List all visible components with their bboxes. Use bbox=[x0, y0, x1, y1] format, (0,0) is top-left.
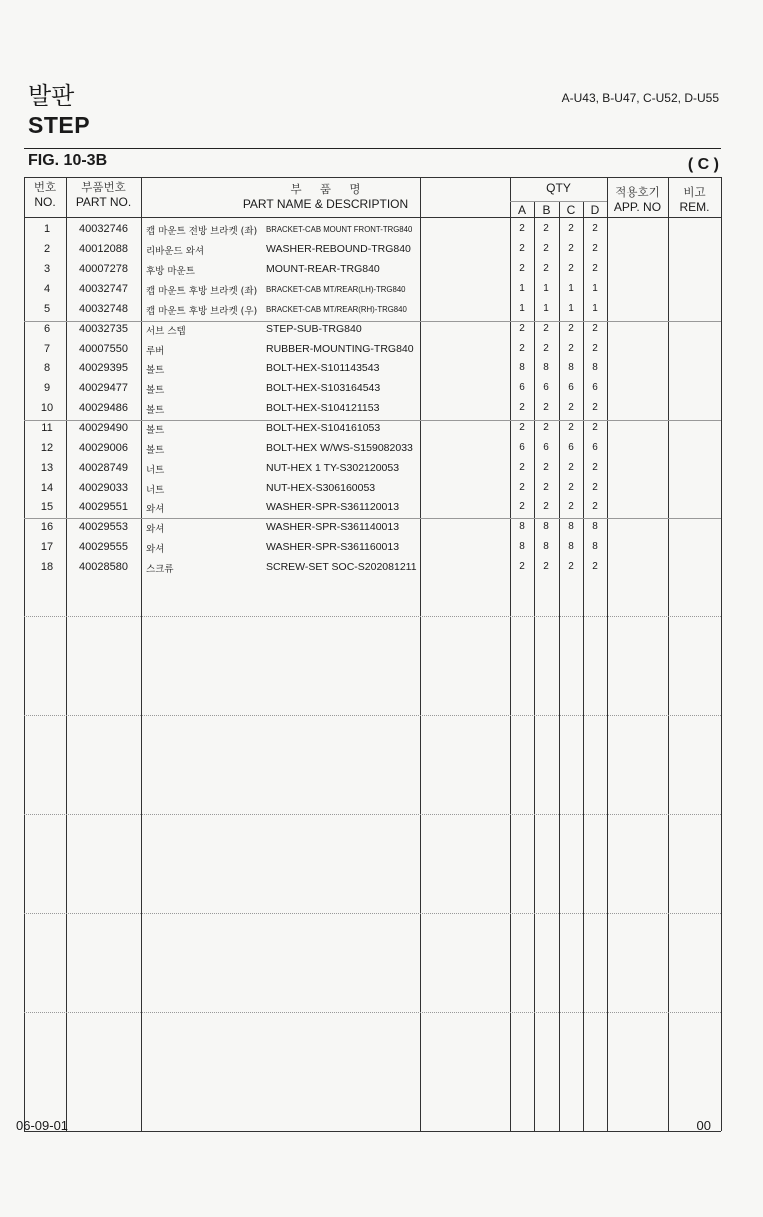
row-qty-d: 6 bbox=[592, 382, 598, 393]
model-list: A-U43, B-U47, C-U52, D-U55 bbox=[561, 91, 719, 105]
row-name-ko: 볼트 bbox=[146, 405, 165, 416]
row-qty-d: 1 bbox=[592, 283, 598, 294]
row-qty-c: 2 bbox=[568, 422, 574, 433]
row-line bbox=[24, 715, 721, 716]
row-name-ko: 와셔 bbox=[146, 504, 165, 515]
row-qty-a: 2 bbox=[519, 263, 525, 274]
row-description: WASHER-SPR-S361160013 bbox=[266, 541, 400, 553]
row-no: 11 bbox=[41, 422, 53, 434]
row-no: 1 bbox=[43, 223, 51, 235]
row-description: WASHER-REBOUND-TRG840 bbox=[266, 243, 411, 255]
row-name-ko: 너트 bbox=[146, 465, 165, 476]
row-no: 13 bbox=[40, 462, 54, 474]
row-description: BOLT-HEX-S103164543 bbox=[266, 382, 381, 394]
row-name-ko: 후방 마운트 bbox=[146, 266, 195, 277]
page-title-korean: 발판 bbox=[28, 82, 75, 110]
row-line bbox=[24, 217, 721, 218]
row-qty-a: 2 bbox=[519, 501, 525, 512]
page-title: STEP bbox=[28, 112, 91, 138]
row-no: 4 bbox=[43, 283, 51, 295]
row-qty-d: 2 bbox=[592, 263, 598, 274]
row-name-ko: 캡 마운트 전방 브라켓 (좌) bbox=[146, 226, 258, 237]
row-qty-a: 6 bbox=[519, 382, 525, 393]
row-no: 12 bbox=[40, 442, 54, 454]
row-part-no: 40029551 bbox=[79, 501, 128, 513]
row-qty-d: 2 bbox=[592, 323, 598, 334]
row-no: 14 bbox=[40, 482, 54, 494]
title-divider bbox=[24, 148, 721, 149]
col-header-app-en: APP. NO bbox=[613, 200, 662, 214]
row-description: WASHER-SPR-S361120013 bbox=[266, 501, 400, 513]
table-row bbox=[24, 497, 721, 517]
row-part-no: 40029395 bbox=[79, 362, 128, 374]
row-part-no: 40028749 bbox=[79, 462, 128, 474]
row-qty-a: 1 bbox=[519, 283, 525, 294]
row-qty-a: 2 bbox=[519, 243, 525, 254]
row-qty-c: 8 bbox=[568, 541, 574, 552]
table-row bbox=[24, 537, 721, 557]
row-part-no: 40032748 bbox=[79, 303, 128, 315]
table-row bbox=[24, 478, 721, 498]
row-qty-d: 2 bbox=[592, 343, 598, 354]
row-line bbox=[24, 1012, 721, 1013]
row-part-no: 40029477 bbox=[79, 382, 128, 394]
row-qty-d: 8 bbox=[592, 541, 598, 552]
row-name-ko: 볼트 bbox=[146, 385, 165, 396]
table-row bbox=[24, 319, 721, 339]
row-qty-c: 2 bbox=[568, 223, 574, 234]
table-row bbox=[24, 458, 721, 478]
row-part-no: 40029006 bbox=[79, 442, 128, 454]
row-line bbox=[510, 201, 607, 202]
table-row bbox=[24, 557, 721, 577]
row-part-no: 40007278 bbox=[79, 263, 128, 275]
table-row bbox=[24, 398, 721, 418]
row-description: BOLT-HEX-S104161053 bbox=[266, 422, 381, 434]
row-qty-d: 8 bbox=[592, 521, 598, 532]
table-row bbox=[24, 279, 721, 299]
row-part-no: 40012088 bbox=[79, 243, 128, 255]
figure-number: FIG. 10-3B bbox=[28, 152, 108, 169]
variant-label: ( C ) bbox=[687, 156, 719, 173]
row-part-no: 40029033 bbox=[79, 482, 128, 494]
row-qty-b: 2 bbox=[543, 501, 549, 512]
col-header-part-en: PART NO. bbox=[75, 195, 132, 209]
row-qty-c: 2 bbox=[568, 501, 574, 512]
table-row bbox=[24, 378, 721, 398]
row-description: STEP-SUB-TRG840 bbox=[266, 323, 362, 335]
row-no: 9 bbox=[43, 382, 51, 394]
row-no: 7 bbox=[43, 343, 51, 355]
row-qty-b: 2 bbox=[543, 343, 549, 354]
table-row bbox=[24, 259, 721, 279]
row-no: 18 bbox=[40, 561, 54, 573]
table-row bbox=[24, 239, 721, 259]
row-qty-c: 2 bbox=[568, 462, 574, 473]
row-qty-c: 1 bbox=[568, 303, 574, 314]
row-no: 8 bbox=[43, 362, 51, 374]
row-name-ko: 서브 스텝 bbox=[146, 326, 186, 337]
row-qty-b: 2 bbox=[543, 482, 549, 493]
row-part-no: 40032735 bbox=[79, 323, 128, 335]
col-header-name-ko: 부 품 명 bbox=[290, 182, 361, 196]
row-qty-a: 2 bbox=[519, 422, 525, 433]
row-qty-c: 6 bbox=[568, 382, 574, 393]
table-row bbox=[24, 438, 721, 458]
row-no: 17 bbox=[40, 541, 54, 553]
row-qty-b: 2 bbox=[543, 263, 549, 274]
row-qty-d: 2 bbox=[592, 223, 598, 234]
row-part-no: 40029490 bbox=[79, 422, 128, 434]
row-qty-c: 2 bbox=[568, 243, 574, 254]
col-header-rem-en: REM. bbox=[679, 200, 710, 214]
row-qty-b: 8 bbox=[543, 521, 549, 532]
row-qty-b: 8 bbox=[543, 362, 549, 373]
row-description: BOLT-HEX W/WS-S159082033 bbox=[266, 442, 413, 454]
row-qty-b: 2 bbox=[543, 243, 549, 254]
row-qty-a: 6 bbox=[519, 442, 525, 453]
col-header-no bbox=[24, 180, 66, 210]
col-header-part-ko: 부품번호 bbox=[81, 180, 126, 194]
row-no: 6 bbox=[43, 323, 51, 335]
row-qty-c: 8 bbox=[568, 521, 574, 532]
row-no: 10 bbox=[40, 402, 54, 414]
row-name-ko: 볼트 bbox=[146, 445, 165, 456]
table-row bbox=[24, 517, 721, 537]
row-no: 5 bbox=[43, 303, 51, 315]
col-header-name-en: PART NAME & DESCRIPTION bbox=[242, 197, 409, 211]
row-qty-c: 1 bbox=[568, 283, 574, 294]
col-line bbox=[721, 177, 722, 1131]
row-name-ko: 루버 bbox=[146, 346, 165, 357]
col-header-rem-ko: 비고 bbox=[683, 185, 706, 199]
row-line bbox=[24, 177, 721, 178]
col-header-no-en: NO. bbox=[34, 195, 56, 209]
col-header-part bbox=[66, 180, 141, 210]
row-qty-b: 2 bbox=[543, 323, 549, 334]
row-qty-b: 2 bbox=[543, 402, 549, 413]
row-qty-a: 2 bbox=[519, 561, 525, 572]
row-line bbox=[24, 1131, 721, 1132]
row-qty-d: 8 bbox=[592, 362, 598, 373]
col-header-qty: QTY bbox=[546, 181, 571, 195]
row-name-ko: 리바운드 와셔 bbox=[146, 246, 205, 257]
row-part-no: 40029486 bbox=[79, 402, 128, 414]
row-name-ko: 와셔 bbox=[146, 524, 165, 535]
row-name-ko: 스크류 bbox=[146, 564, 174, 575]
row-name-ko: 너트 bbox=[146, 485, 165, 496]
row-qty-c: 2 bbox=[568, 263, 574, 274]
footer-date: 06-09-01 bbox=[16, 1118, 69, 1133]
row-part-no: 40028580 bbox=[79, 561, 128, 573]
row-part-no: 40007550 bbox=[79, 343, 128, 355]
row-qty-d: 2 bbox=[592, 462, 598, 473]
row-qty-d: 2 bbox=[592, 402, 598, 413]
row-qty-d: 6 bbox=[592, 442, 598, 453]
row-qty-b: 2 bbox=[543, 422, 549, 433]
row-qty-c: 2 bbox=[568, 323, 574, 334]
col-header-qty-a: A bbox=[517, 203, 526, 217]
row-qty-b: 1 bbox=[543, 283, 549, 294]
row-part-no: 40029553 bbox=[79, 521, 128, 533]
row-no: 15 bbox=[40, 501, 54, 513]
row-no: 16 bbox=[40, 521, 54, 533]
row-qty-c: 8 bbox=[568, 362, 574, 373]
row-description: BRACKET-CAB MOUNT FRONT-TRG840 bbox=[266, 225, 413, 234]
row-qty-a: 2 bbox=[519, 462, 525, 473]
row-description: SCREW-SET SOC-S202081211 bbox=[266, 561, 417, 573]
row-description: NUT-HEX 1 TY-S302120053 bbox=[266, 462, 400, 474]
col-header-qty-d: D bbox=[590, 203, 600, 217]
table-row bbox=[24, 299, 721, 319]
row-qty-a: 8 bbox=[519, 521, 525, 532]
row-description: NUT-HEX-S306160053 bbox=[266, 482, 376, 494]
col-header-qty-c: C bbox=[566, 203, 576, 217]
row-qty-b: 8 bbox=[543, 541, 549, 552]
row-description: RUBBER-MOUNTING-TRG840 bbox=[266, 343, 414, 355]
row-part-no: 40032746 bbox=[79, 223, 128, 235]
row-qty-a: 2 bbox=[519, 482, 525, 493]
row-qty-a: 8 bbox=[519, 541, 525, 552]
row-qty-b: 2 bbox=[543, 561, 549, 572]
row-qty-c: 2 bbox=[568, 482, 574, 493]
row-qty-d: 2 bbox=[592, 243, 598, 254]
col-header-app bbox=[607, 185, 668, 215]
row-qty-b: 1 bbox=[543, 303, 549, 314]
col-header-app-ko: 적용호기 bbox=[615, 185, 660, 199]
row-description: BRACKET-CAB MT/REAR(RH)-TRG840 bbox=[266, 305, 407, 314]
row-description: BOLT-HEX-S101143543 bbox=[266, 362, 380, 374]
row-qty-c: 2 bbox=[568, 402, 574, 413]
row-qty-c: 2 bbox=[568, 561, 574, 572]
row-line bbox=[24, 616, 721, 617]
row-qty-c: 2 bbox=[568, 343, 574, 354]
row-qty-d: 2 bbox=[592, 561, 598, 572]
row-qty-b: 2 bbox=[543, 223, 549, 234]
row-description: MOUNT-REAR-TRG840 bbox=[266, 263, 380, 275]
row-description: BRACKET-CAB MT/REAR(LH)-TRG840 bbox=[266, 285, 406, 294]
row-qty-b: 6 bbox=[543, 382, 549, 393]
table-row bbox=[24, 418, 721, 438]
row-part-no: 40032747 bbox=[79, 283, 128, 295]
col-header-qty-b: B bbox=[542, 203, 551, 217]
row-line bbox=[24, 913, 721, 914]
row-qty-d: 2 bbox=[592, 482, 598, 493]
row-name-ko: 캡 마운트 후방 브라켓 (우) bbox=[146, 306, 258, 317]
row-description: BOLT-HEX-S104121153 bbox=[266, 402, 380, 414]
row-qty-a: 8 bbox=[519, 362, 525, 373]
parts-table bbox=[24, 177, 721, 1217]
row-qty-c: 6 bbox=[568, 442, 574, 453]
row-qty-a: 2 bbox=[519, 402, 525, 413]
row-part-no: 40029555 bbox=[79, 541, 128, 553]
table-row bbox=[24, 339, 721, 359]
col-header-rem bbox=[668, 185, 721, 215]
table-row bbox=[24, 358, 721, 378]
row-line bbox=[24, 814, 721, 815]
row-name-ko: 볼트 bbox=[146, 365, 165, 376]
row-qty-d: 2 bbox=[592, 501, 598, 512]
row-qty-a: 2 bbox=[519, 223, 525, 234]
row-qty-d: 2 bbox=[592, 422, 598, 433]
row-qty-b: 6 bbox=[543, 442, 549, 453]
row-no: 2 bbox=[43, 243, 51, 255]
row-qty-a: 1 bbox=[519, 303, 525, 314]
row-no: 3 bbox=[43, 263, 51, 275]
row-name-ko: 캡 마운트 후방 브라켓 (좌) bbox=[146, 286, 258, 297]
row-name-ko: 볼트 bbox=[146, 425, 165, 436]
row-qty-b: 2 bbox=[543, 462, 549, 473]
row-qty-d: 1 bbox=[592, 303, 598, 314]
row-qty-a: 2 bbox=[519, 343, 525, 354]
col-header-no-ko: 번호 bbox=[33, 180, 57, 194]
footer-page-number: 00 bbox=[696, 1118, 711, 1133]
col-header-name bbox=[141, 182, 510, 212]
table-row bbox=[24, 219, 721, 239]
row-description: WASHER-SPR-S361140013 bbox=[266, 521, 400, 533]
row-name-ko: 와셔 bbox=[146, 544, 165, 555]
row-qty-a: 2 bbox=[519, 323, 525, 334]
